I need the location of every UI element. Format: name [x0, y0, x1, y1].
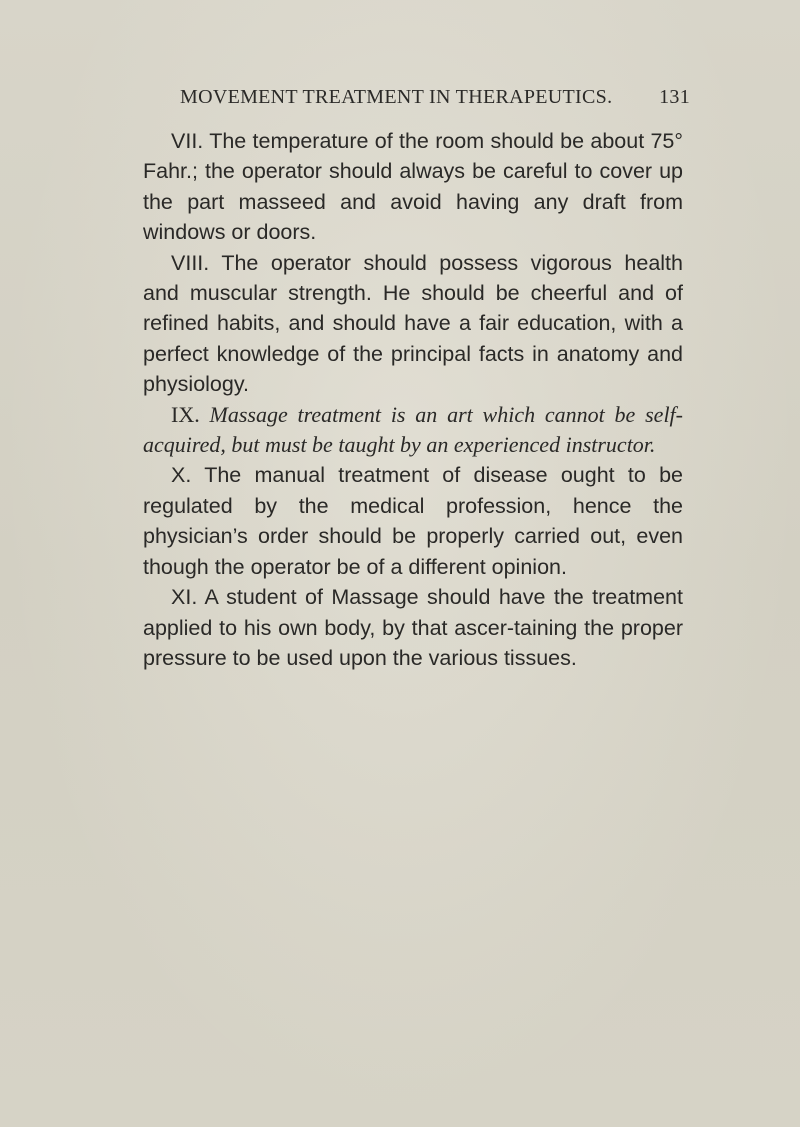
paragraph-text: The manual treatment of disease ought to be regulated by the medical profession, hence the physician’s order should be properly carried out, even though the operator be of a different opinion. — [143, 463, 683, 579]
paragraph-numeral: IX. — [171, 401, 200, 427]
paragraph-text: The temperature of the room should be about 75° Fahr.; the operator should always be careful to cover up the part masseed and avoid having any draft from windows or doors. — [143, 129, 683, 245]
running-title: MOVEMENT TREATMENT IN THERAPEUTICS. — [180, 86, 613, 108]
paragraph-numeral: VIII. — [171, 250, 210, 275]
paragraph-numeral: XI. — [171, 585, 198, 610]
paragraph-text: Massage treatment is an art which cannot be self-acquired, but must be taught by an experienced instructor. — [143, 401, 683, 458]
paragraph-vii — [143, 126, 683, 248]
body-text — [143, 126, 683, 673]
paragraph-numeral: X. — [171, 463, 192, 488]
paragraph-ix — [143, 400, 683, 461]
page-number: 131 — [659, 86, 690, 108]
paragraph-x — [143, 460, 683, 582]
paragraph-viii — [143, 248, 683, 400]
paragraph-xi — [143, 582, 683, 673]
paragraph-text: The operator should possess vigorous health and muscular strength. He should be cheerful and of refined habits, and should have a fair education, with a perfect knowledge of the principal facts in anatomy and physiology. — [143, 250, 683, 397]
paragraph-numeral: VII. — [171, 129, 204, 153]
paragraph-text: A student of Massage should have the treatment applied to his own body, by that ascer-taining the proper pressure to be used upon the various tissues. — [143, 585, 683, 670]
running-header — [180, 86, 690, 109]
